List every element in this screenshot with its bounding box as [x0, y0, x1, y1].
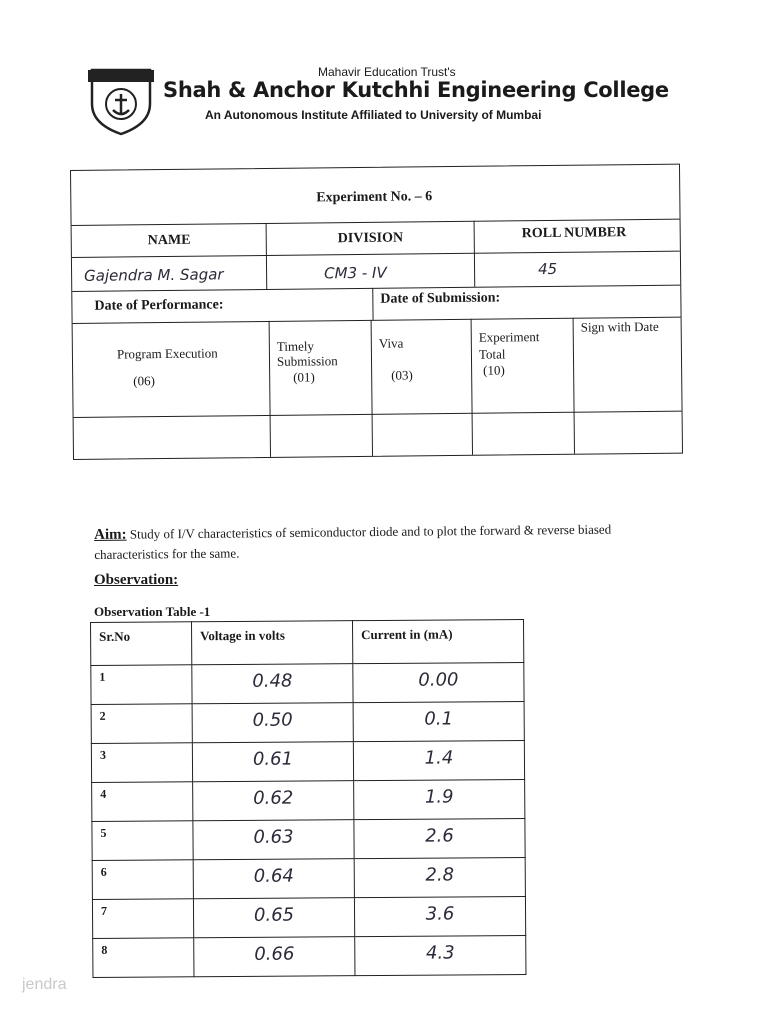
current-cell: 2.8 — [354, 857, 525, 897]
sr-cell: 4 — [92, 782, 193, 822]
sr-cell: 6 — [92, 860, 193, 900]
total-marks: (10) — [483, 362, 505, 378]
current-cell: 0.00 — [353, 662, 524, 702]
current-cell: 0.1 — [353, 701, 524, 741]
table-row — [91, 701, 524, 743]
voltage-cell: 0.62 — [193, 781, 354, 821]
column-header: Voltage in volts — [192, 621, 353, 665]
program-execution-marks: (06) — [133, 373, 155, 389]
viva-label: Viva — [378, 335, 404, 351]
division-value: CM3 - IV — [324, 263, 387, 283]
voltage-cell: 0.65 — [193, 898, 354, 938]
experiment-title: Experiment No. – 6 — [316, 189, 433, 206]
sign-with-date-label: Sign with Date — [580, 318, 659, 335]
column-header: Current in (mA) — [352, 619, 523, 663]
name-label: NAME — [147, 232, 191, 249]
current-cell: 4.3 — [355, 935, 526, 975]
table-row — [93, 935, 526, 977]
timely-label: Timely — [276, 338, 315, 354]
table-row — [92, 896, 525, 938]
viva-marks: (03) — [391, 367, 413, 383]
sr-cell: 5 — [92, 821, 193, 861]
sr-cell: 1 — [91, 665, 192, 705]
table-row — [92, 857, 525, 899]
affiliation-text: An Autonomous Institute Affiliated to University of Mumbai — [205, 108, 542, 122]
sr-cell: 3 — [91, 743, 192, 783]
table-row — [92, 779, 525, 821]
program-execution-label: Program Execution — [116, 345, 218, 362]
table-row — [92, 818, 525, 860]
division-label: DIVISION — [337, 230, 404, 247]
date-submission-label: Date of Submission: — [380, 290, 501, 307]
date-performance-label: Date of Performance: — [94, 297, 224, 314]
observation-label: Observation: — [94, 572, 179, 588]
aim-section — [94, 519, 634, 565]
college-name: Shah & Anchor Kutchhi Engineering College — [163, 78, 669, 102]
voltage-cell: 0.66 — [194, 937, 355, 977]
table-header-row — [91, 619, 524, 665]
table-row — [91, 662, 524, 704]
sr-cell: 2 — [91, 704, 192, 744]
sr-cell: 8 — [93, 938, 194, 978]
current-cell: 1.9 — [354, 779, 525, 819]
experiment-form — [70, 164, 683, 460]
sr-cell: 7 — [92, 899, 193, 939]
column-header: Sr.No — [91, 622, 192, 666]
voltage-cell: 0.63 — [193, 820, 354, 860]
name-value: Gajendra M. Sagar — [84, 265, 224, 285]
observation-table-title: Observation Table -1 — [94, 604, 211, 619]
roll-value: 45 — [537, 259, 558, 279]
college-logo — [86, 64, 156, 136]
scanner-watermark: jendra — [22, 976, 67, 993]
current-cell: 2.6 — [354, 818, 525, 858]
experiment-total-label: Experiment — [478, 329, 540, 345]
trust-name: Mahavir Education Trust's — [318, 65, 456, 79]
aim-text: Study of I/V characteristics of semiconductor diode and to plot the forward & reverse biased characteristics for the same. — [94, 521, 612, 562]
table-row — [91, 740, 524, 782]
voltage-cell: 0.50 — [192, 703, 353, 743]
voltage-cell: 0.61 — [192, 742, 353, 782]
current-cell: 1.4 — [353, 740, 524, 780]
voltage-cell: 0.64 — [193, 859, 354, 899]
timely-marks: (01) — [293, 369, 315, 385]
aim-label: Aim: — [94, 526, 127, 543]
voltage-cell: 0.48 — [192, 664, 353, 704]
total-label: Total — [478, 346, 506, 362]
submission-label: Submission — [276, 353, 338, 369]
roll-label: ROLL NUMBER — [521, 225, 627, 242]
current-cell: 3.6 — [354, 896, 525, 936]
observation-table — [90, 619, 526, 978]
